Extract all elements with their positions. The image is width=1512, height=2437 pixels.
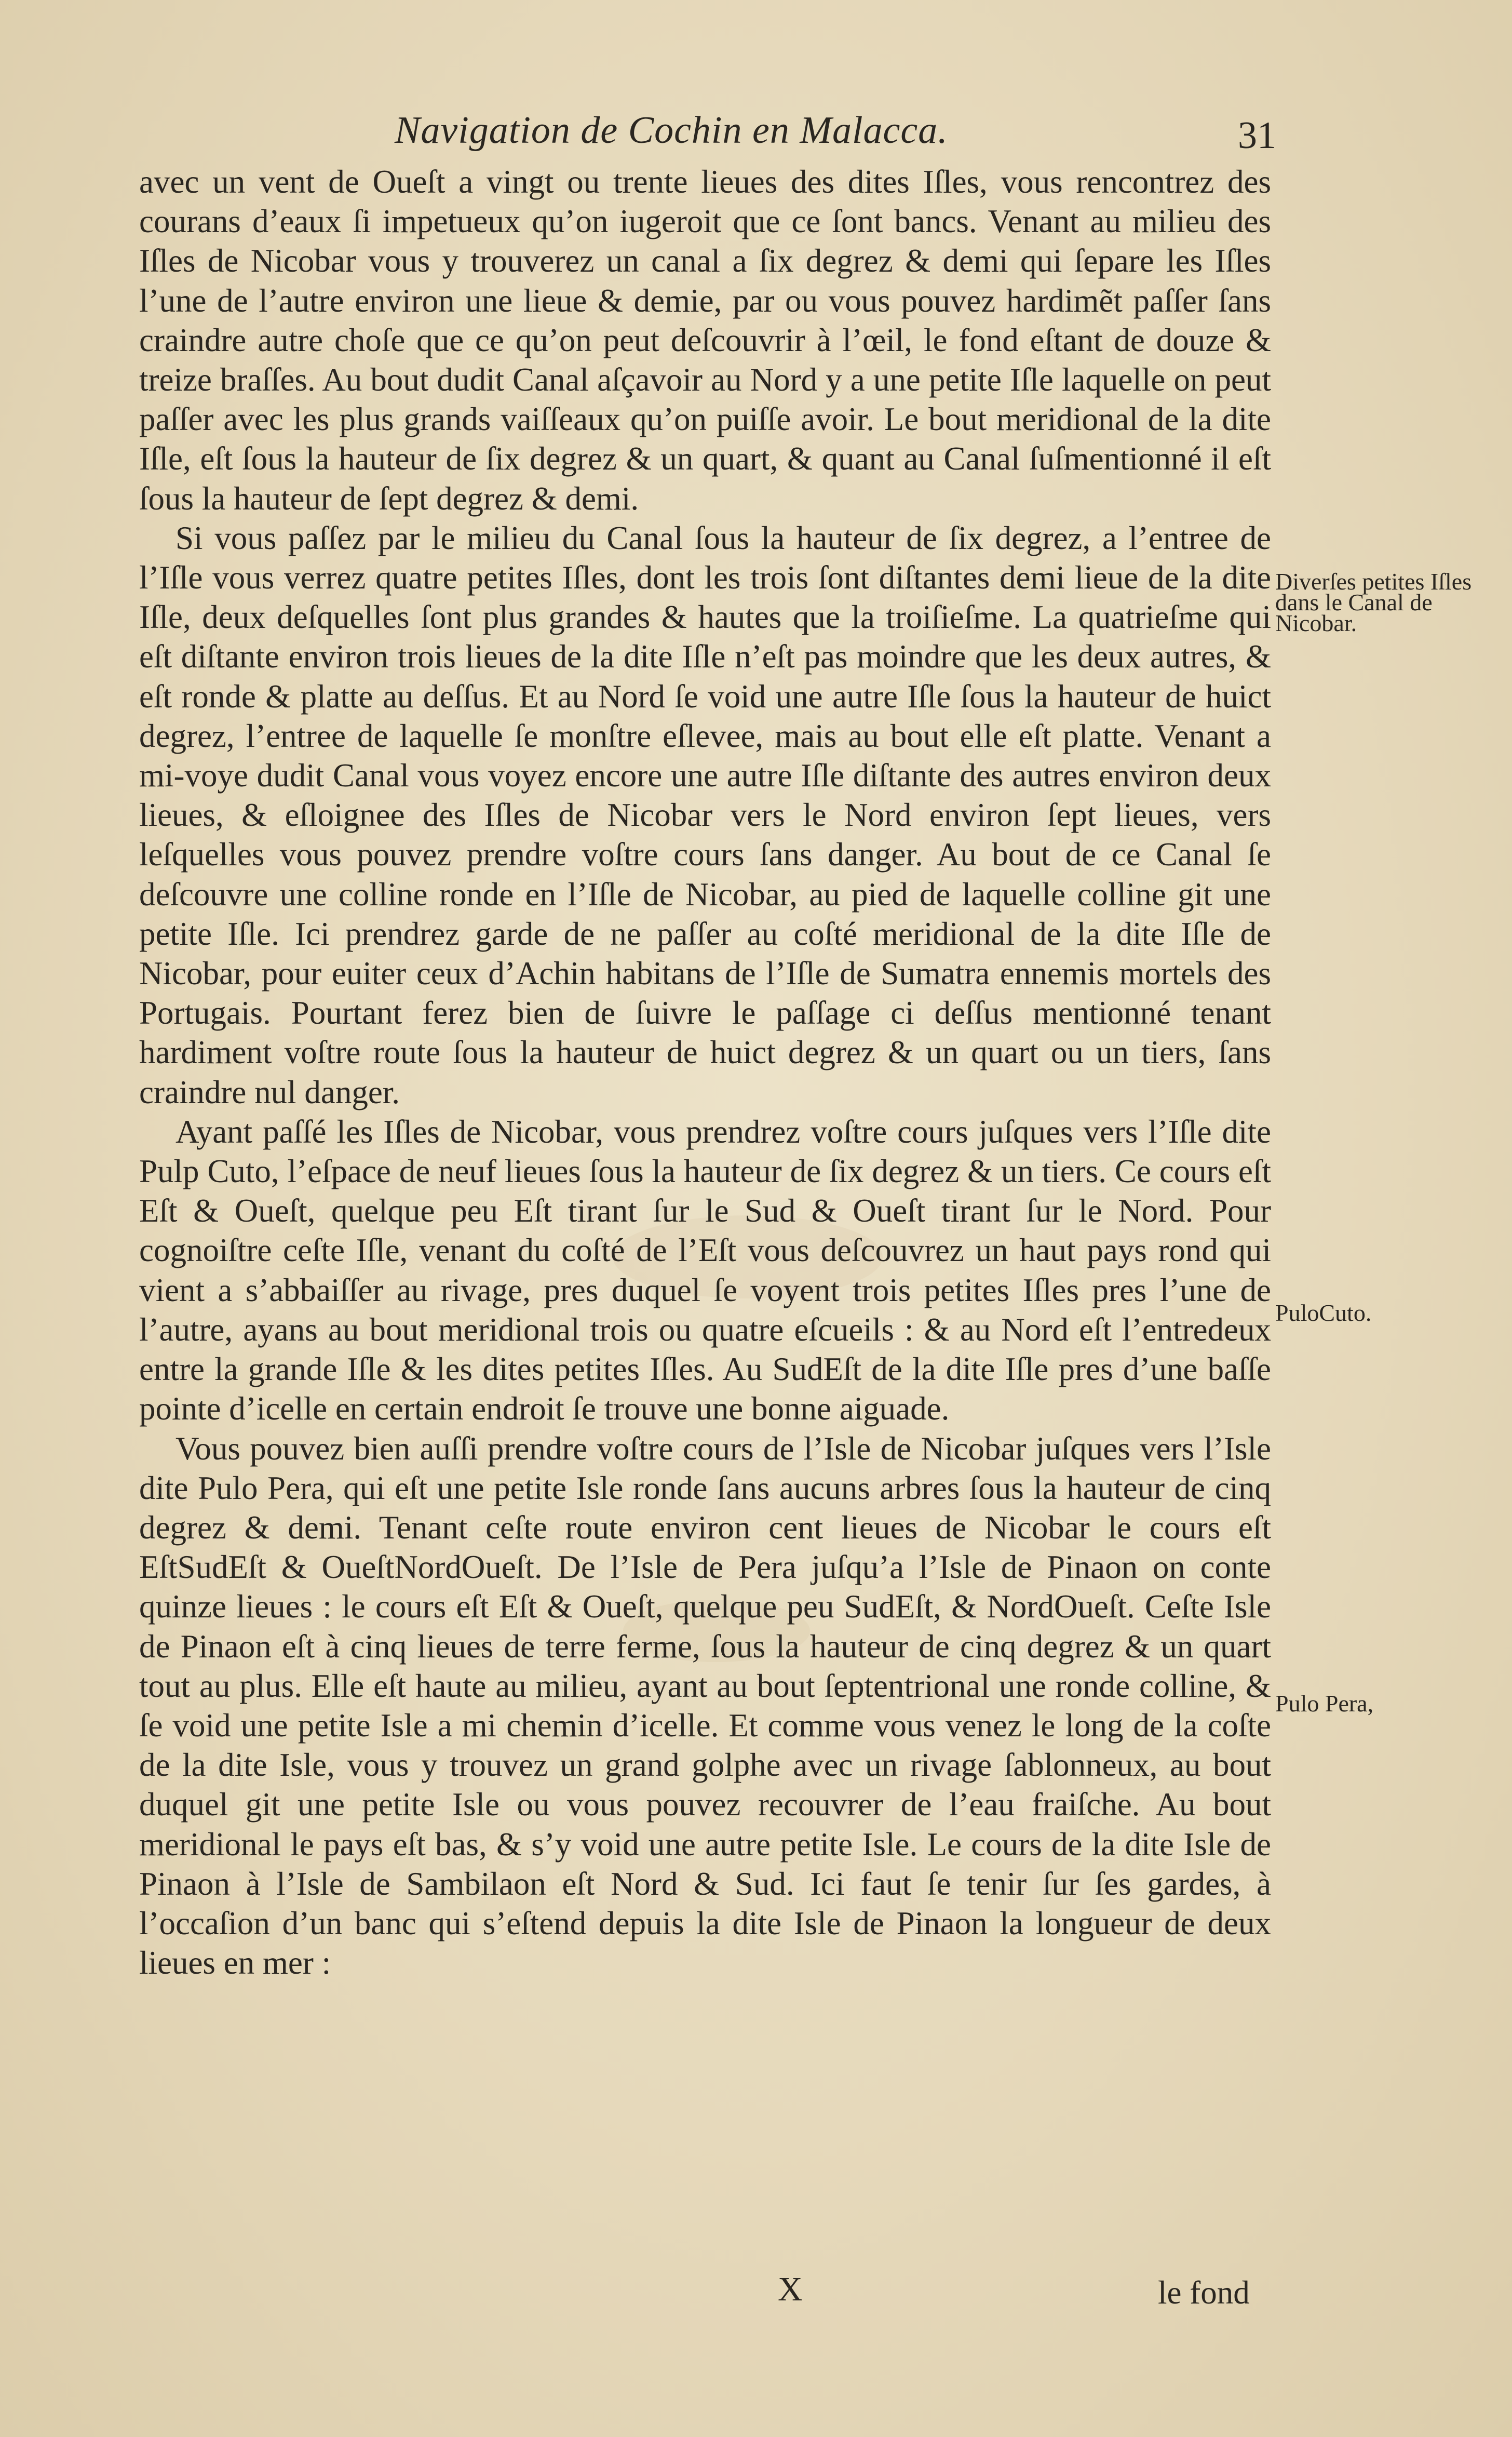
paragraph-3: Ayant paſſé les Iſles de Nicobar, vous prendrez voſtre cours juſques vers l’Iſle dite Pulp Cuto, l’eſpace de neuf lieues ſous la hauteur de ſix degrez & un tiers. Ce cours eſt Eſt & Oueſt, quelque peu Eſt tirant ſur le Sud & Oueſt tirant ſur le Nord. Pour cognoiſtre ceſte Iſle, venant du coſté de l’Eſt vous deſcouvrez un haut pays rond qui vient a s’abbaiſſer au rivage, pres duquel ſe voyent trois petites Iſles pres l’une de l’autre, ayans au bout meridional trois ou quatre eſcueils : & au Nord eſt l’entredeux entre la grande Iſle & les dites petites Iſles. Au SudEſt de la dite Iſle pres d’une baſſe pointe d’icelle en certain endroit ſe trouve une bonne aiguade. [139, 1113, 1271, 1427]
margin-note-diverses-isles: Diverſes petites Iſles dans le Canal de Nicobar. [1275, 568, 1472, 636]
page-header [0, 102, 1512, 159]
catchword: le fond [1158, 2274, 1250, 2311]
running-title: Navigation de Cochin en Malacca. [395, 109, 948, 152]
paragraph-2: Si vous paſſez par le milieu du Canal ſous la hauteur de ſix degrez, a l’entree de l’Iſle vous verrez quatre petites Iſles, dont les trois ſont diſtantes demi lieue de la dite Iſle, deux deſquelles ſont plus grandes & hautes que la troiſieſme. La quatrieſme qui eſt diſtante environ trois lieues de la dite Iſle n’eſt pas moindre que les deux autres, & eſt ronde & platte au deſſus. Et au Nord ſe void une autre Iſle ſous la hauteur de huict degrez, l’entree de laquelle ſe monſtre eſlevee, mais au bout elle eſt platte. Venant a mi-voye dudit Canal vous voyez encore une autre Iſle diſtante des autres environ deux lieues, & eſloignee des Iſles de Nicobar vers le Nord environ ſept lieues, vers leſquelles vous pouvez prendre voſtre cours ſans danger. Au bout de ce Canal ſe deſcouvre une colline ronde en l’Iſle de Nicobar, au pied de laquelle colline git une petite Iſle. Ici prendrez garde de ne paſſer au coſté meridional de la dite Iſle de Nicobar, pour euiter ceux d’Achin habitans de l’Iſle de Sumatra ennemis mortels des Portugais. Pourtant ferez bien de ſuivre le paſſage ci deſſus mentionné tenant hardiment voſtre route ſous la hauteur de huict degrez & un quart ou un tiers, ſans craindre nul danger. [139, 519, 1271, 1110]
page-number: 31 [1238, 114, 1276, 157]
margin-note-pulo-cuto: PuloCuto. [1275, 1300, 1372, 1326]
paragraph-4: Vous pouvez bien auſſi prendre voſtre cours de l’Isle de Nicobar juſques vers l’Isle dite Pulo Pera, qui eſt une petite Isle ronde ſans aucuns arbres ſous la hauteur de cinq degrez & demi. Tenant ceſte route environ cent lieues de Nicobar le cours eſt EſtSudEſt & OueſtNordOueſt. De l’Isle de Pera juſqu’a l’Isle de Pinaon on conte quinze lieues : le cours eſt Eſt & Oueſt, quelque peu SudEſt, & NordOueſt. Ceſte Isle de Pinaon eſt à cinq lieues de terre ferme, ſous la hauteur de cinq degrez & un quart tout au plus. Elle eſt haute au milieu, ayant au bout ſeptentrional une ronde colline, & ſe void une petite Isle a mi chemin d’icelle. Et comme vous venez le long de la coſte de la dite Isle, vous y trouvez un grand golphe avec un rivage ſablonneux, au bout duquel git une petite Isle ou vous pouvez recouvrer de l’eau fraiſche. Au bout meridional le pays eſt bas, & s’y void une autre petite Isle. Le cours de la dite Isle de Pinaon à l’Isle de Sambilaon eſt Nord & Sud. Ici faut ſe tenir ſur ſes gardes, à l’occaſion d’un banc qui s’eſtend depuis la dite Isle de Pinaon la longueur de deux lieues en mer : [139, 1430, 1271, 1981]
margin-note-pulo-pera: Pulo Pera, [1275, 1690, 1374, 1717]
body-text [139, 162, 1271, 1983]
signature-mark: X [778, 2270, 803, 2308]
paragraph-1: avec un vent de Oueſt a vingt ou trente lieues des dites Iſles, vous rencontrez des courans d’eaux ſi impetueux qu’on iugeroit que ce ſont bancs. Venant au milieu des Iſles de Nicobar vous y trouverez un canal a ſix degrez & demi qui ſepare les Iſles l’une de l’autre environ une lieue & demie, par ou vous pouvez hardimẽt paſſer ſans craindre autre choſe que ce qu’on peut deſcouvrir à l’œil, le fond eſtant de douze & treize braſſes. Au bout dudit Canal aſçavoir au Nord y a une petite Iſle laquelle on peut paſſer avec les plus grands vaiſſeaux qu’on puiſſe avoir. Le bout meridional de la dite Iſle, eſt ſous la hauteur de ſix degrez & un quart, & quant au Canal ſuſmentionné il eſt ſous la hauteur de ſept degrez & demi. [139, 164, 1271, 517]
